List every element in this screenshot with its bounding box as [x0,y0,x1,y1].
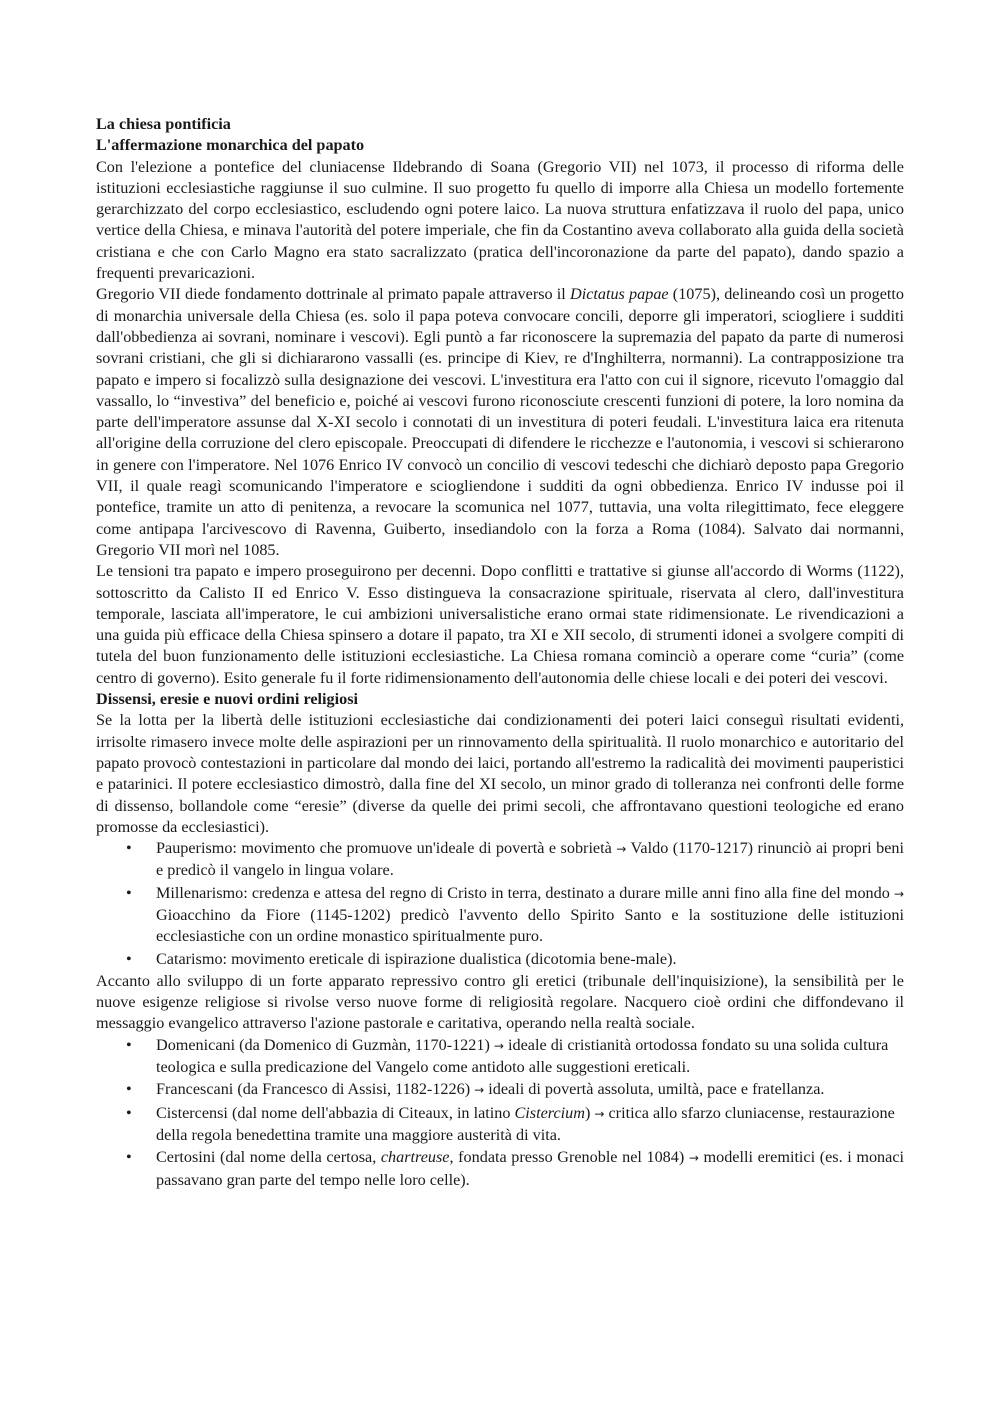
arrow-icon: → [493,1038,504,1053]
list-item: • Francescani (da Francesco di Assisi, 1182-1226) → ideali di povertà assoluta, umiltà, pace e fratellanza. [96,1079,904,1101]
bullet-icon: • [126,1148,132,1167]
bullet-icon: • [126,883,132,902]
arrow-icon: → [893,886,904,901]
arrow-icon: → [616,842,627,857]
bullet-icon: • [126,839,132,858]
paragraph: Accanto allo sviluppo di un forte apparato repressivo contro gli eretici (tribunale dell'inquisizione), la sensibilità per le nuove esigenze religiose si rivolse verso nuove forme di religiosità regolare. Nacquero cioè ordini che diffondevano il messaggio evangelico attraverso l'azione pastorale e caritativa, operando nella realtà sociale. [96,971,904,1033]
bullet-icon: • [126,1035,132,1054]
document-title: La chiesa pontificia [96,115,231,133]
list-item: • Domenicani (da Domenico di Guzmàn, 1170-1221) → ideale di cristianità ortodossa fondato su una solida cultura teologica e sulla predicazione del Vangelo come antidoto alle suggestioni ereticali. [126,1035,889,1077]
italic-term: Cistercium [514,1103,585,1122]
arrow-icon: → [474,1083,485,1098]
italic-term: Dictatus papae [570,285,669,304]
paragraph: Gregorio VII diede fondamento dottrinale al primato papale attraverso il Dictatus papae (1075), delineando così un progetto di monarchia universale della Chiesa (es. solo il papa poteva convocare concili, deporre gli imperatori, sciogliere i sudditi dall'obbedienza ai sovrani, nominare i vescovi). Egli puntò a far riconoscere la supremazia del papato da parte di numerosi sovrani cristiani, che gli si dichiararono vassalli (es. principe di Kiev, re d'Inghilterra, normanni). La contrapposizione tra papato e impero si focalizzò sulla designazione dei vescovi. L'investitura era l'atto con cui il signore, ricevuto l'omaggio dal vassallo, lo “investiva” del beneficio e, poiché ai vescovi furono riconosciute crescenti funzioni di potere, la loro nomina da parte dell'imperatore assunse dal X-XI secolo i connotati di un investitura di poteri feudali. L'investitura laica era ritenuta all'origine della corruzione del clero episcopale. Preoccupati di difendere le ricchezze e l'autonomia, i vescovi si schierarono in genere con l'imperatore. Nel 1076 Enrico IV convocò un concilio di vescovi tedeschi che dichiarò deposto papa Gregorio VII, il quale reagì scomunicando l'imperatore e sciogliendone i sudditi da ogni obbedienza. Enrico IV indusse poi il pontefice, tramite un atto di penitenza, a revocare la scomunica nel 1077, tuttavia, una volta rilegittimato, fece eleggere come antipapa l'arcivescovo di Ravenna, Guiberto, insediandolo con la forza a Roma (1084). Salvato dai normanni, Gregorio VII morì nel 1085. [96,285,904,559]
paragraph: Con l'elezione a pontefice del cluniacense Ildebrando di Soana (Gregorio VII) nel 1073, il processo di riforma delle istituzioni ecclesiastiche raggiunse il suo culmine. Il suo progetto fu quello di imporre alla Chiesa un modello fortemente gerarchizzato del corpo ecclesiastico, escludendo ogni potere laico. La nuova struttura enfatizzava il ruolo del papa, unico vertice della Chiesa, e minava l'autorità del potere imperiale, che fin da Costantino aveva collaborato alla guida della società cristiana e che con Carlo Magno era stato sacralizzato (pratica dell'incoronazione da parte del papato), dando spazio a frequenti prevaricazioni. [96,157,904,283]
list-item: • Millenarismo: credenza e attesa del regno di Cristo in terra, destinato a durare mille anni fino alla fine del mondo → Gioacchino da Fiore (1145-1202) predicò l'avvento dello Spirito Santo e la sostituzione delle istituzioni ecclesiastiche con un ordine monastico spiritualmente puro. [126,883,904,946]
section-heading-dissensi: Dissensi, eresie e nuovi ordini religiosi [96,690,359,709]
bullet-list-movimenti [96,838,904,970]
arrow-icon: → [594,1106,605,1121]
bullet-icon: • [126,1103,132,1122]
bullet-list-ordini [96,1035,904,1191]
paragraph: Le tensioni tra papato e impero proseguirono per decenni. Dopo conflitti e trattative si giunse all'accordo di Worms (1122), sottoscritto da Calisto II ed Enrico V. Esso distingueva la consacrazione spirituale, riservata al clero, dall'investitura temporale, lasciata all'imperatore, le cui ambizioni universalistiche erano ormai state ridimensionate. Le rivendicazioni a una guida più efficace della Chiesa spinsero a dotare il papato, tra XI e XII secolo, di strumenti idonei a svolgere compiti di tutela del buon funzionamento delle istituzioni ecclesiastiche. La Chiesa romana cominciò a operare come “curia” (come centro di governo). Esito generale fu il forte ridimensionamento dell'autonomia delle chiese locali e dei poteri dei vescovi. [96,562,904,687]
italic-term: chartreuse [380,1148,450,1167]
section-heading-papato: L'affermazione monarchica del papato [96,136,365,155]
arrow-icon: → [688,1151,699,1166]
bullet-icon: • [126,949,132,968]
paragraph: Se la lotta per la libertà delle istituzioni ecclesiastiche dai condizionamenti dei poteri laici conseguì risultati evidenti, irrisolte rimasero invece molte delle aspirazioni per un rinnovamento della spiritualità. Il ruolo monarchico e autoritario del papato provocò contestazioni in particolare dal mondo dei laici, portando all'estremo la radicalità dei movimenti pauperistici e patarinici. Il potere ecclesiastico dimostrò, dalla fine del XI secolo, un minor grado di tolleranza nei confronti delle forme di dissenso, bollandole come “eresie” (diverse da quelle dei primi secoli, che affrontavano questioni teologiche ed erano promosse da ecclesiastici). [96,711,904,836]
list-item: • Catarismo: movimento ereticale di ispirazione dualistica (dicotomia bene-male). [96,949,904,970]
bullet-icon: • [126,1080,132,1099]
list-item: • Pauperismo: movimento che promuove un'ideale di povertà e sobrietà → Valdo (1170-1217) rinunciò ai propri beni e predicò il vangelo in lingua volare. [126,839,904,880]
list-item: • Certosini (dal nome della certosa, chartreuse, fondata presso Grenoble nel 1084) → modelli eremitici (es. i monaci passavano gran parte del tempo nelle loro celle). [126,1148,905,1189]
document-page [96,114,904,1192]
list-item: • Cistercensi (dal nome dell'abbazia di Citeaux, in latino Cistercium) → critica allo sfarzo cluniacense, restaurazione della regola benedettina tramite una maggiore austerità di vita. [126,1103,895,1144]
